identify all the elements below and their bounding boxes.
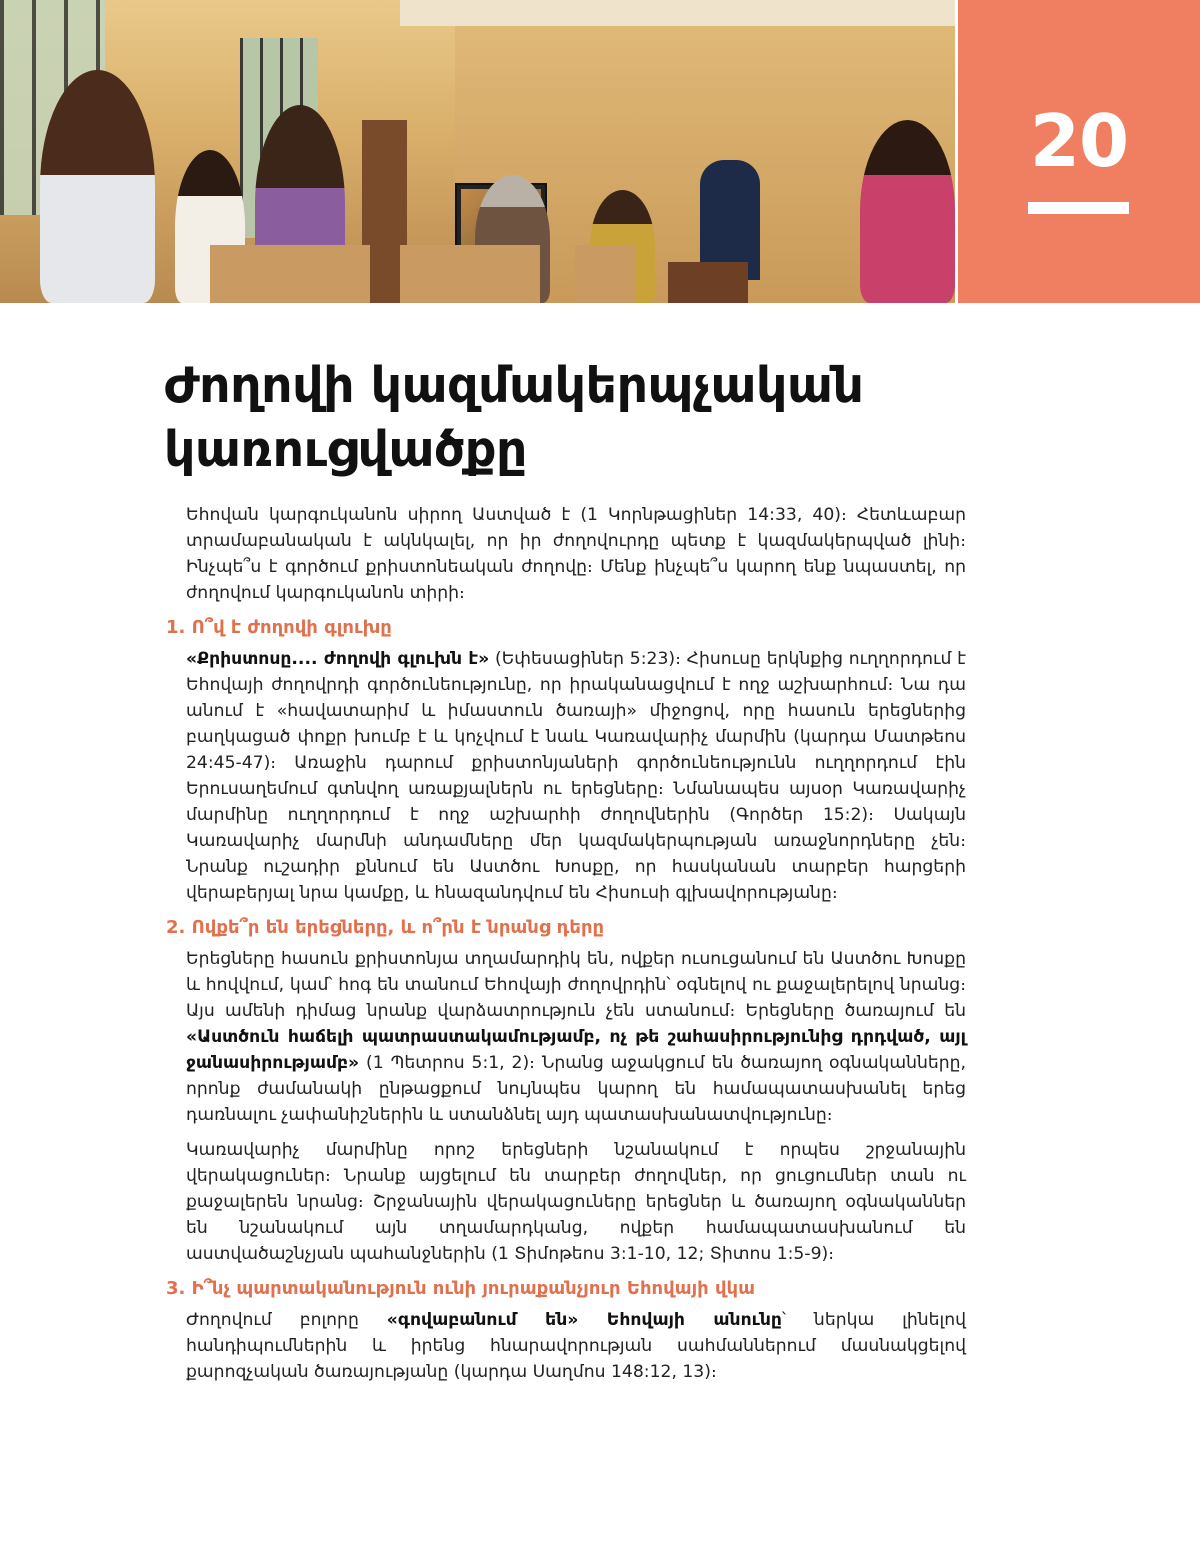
bench (575, 245, 635, 303)
paragraph-text: (1 Պետրոս 5:1, 2)։ Նրանց աջակցում են ծառայող օգնականները, որոնք ժամանակի ընթացքում նույնպես կարող են համապատասխանել երեց դառնալու չափանիշներին և ստանձնել այդ պատասխանատվությունը։ (186, 1053, 966, 1125)
chapter-number: 20 (1029, 99, 1129, 183)
section-heading-1: 1. Ո՞վ է ժողովի գլուխը (166, 617, 392, 638)
audience-figure (860, 120, 955, 303)
section-2-paragraph-2: Կառավարիչ մարմինը որոշ երեցների նշանակում է որպես շրջանային վերակացուներ։ Նրանք այցելում են տարբեր ժողովներ, որ ցուցումներ տան ու քաջալերեն նրանց։ Շրջանային վերակացուները երեցներ և ծառայող օգնականներ են նշանակում այն տղամարդկանց, ովքեր համապատասխանում են աստվածաշնչյան պահանջներին (1 Տիմոթեոս 3:1-10, 12; Տիտոս 1:5-9)։ (186, 1140, 966, 1264)
chapter-underline (1028, 202, 1129, 214)
scripture-quote: «Աստծուն հաճելի պատրաստակամությամբ, ոչ թե շահասիրությունից դրդված, այլ ջանասիրությամբ» (186, 1027, 966, 1073)
section-2-paragraph-1 (186, 946, 966, 1128)
bench (210, 245, 370, 303)
section-heading-2: 2. Ովքե՞ր են երեցները, և ո՞րն է նրանց դերը (166, 917, 605, 938)
section-1-paragraph (186, 646, 966, 906)
audience-figure (40, 70, 155, 303)
pulpit (668, 262, 748, 303)
section-3-paragraph (186, 1307, 966, 1385)
scripture-quote: «Քրիստոսը.... ժողովի գլուխն է» (186, 649, 490, 669)
paragraph-text: Երեցները հասուն քրիստոնյա տղամարդիկ են, ովքեր ուսուցանում են Աստծու Խոսքը և հովվում, կամ՝ հոգ են տանում Եհովայի ժողովրդին՝ օգնելով ու քաջալերելով նրանց։ Այս ամենի դիմաց նրանք վարձատրություն չեն ստանում։ Երեցները ծառայում են (186, 949, 966, 1021)
bench (400, 245, 540, 303)
paragraph-text: (Եփեսացիներ 5:23)։ Հիսուսը երկնքից ուղղորդում է Եհովայի ժողովրդի գործունեությունը, որ իրականացվում է ողջ աշխարհում։ Նա դա անում է «հավատարիմ և իմաստուն ծառայի» միջոցով, որը հասուն երեցներից բաղկացած փոքր խումբ է և կոչվում է նաև Կառավարիչ մարմին (կարդա Մատթեոս 24:45-47)։ Առաջին դարում քրիստոնյաների գործունեությունն ուղղորդում էին Երուսաղեմում գտնվող առաքյալներն ու երեցները։ Նմանապես այսօր Կառավարիչ մարմինը ուղղորդում է ողջ աշխարհի ժողովներին (Գործեր 15:2)։ Սակայն Կառավարիչ մարմնի անդամները մեր կազմակերպության առաջնորդները չեն։ Նրանք ուշադիր քննում են Աստծու Խոսքը, որ հասկանան տարբեր հարցերի վերաբերյալ նրա կամքը, և հնազանդվում են Հիսուսի գլխավորությանը։ (186, 649, 966, 903)
ceiling (400, 0, 955, 26)
lesson-body (166, 502, 966, 1394)
hero-photo (0, 0, 955, 303)
page-title: Ժողովի կազմակերպչական կառուցվածքը (164, 357, 864, 478)
section-heading-3: 3. Ի՞նչ պարտականություն ունի յուրաքանչյուր Եհովայի վկա (166, 1278, 755, 1299)
chapter-badge (958, 0, 1200, 303)
paragraph-text: ՝ ներկա լինելով հանդիպումներին և իրենց հնարավորության սահմաններում մասնակցելով քարոզչական ծառայությանը (կարդա Սաղմոս 148:12, 13)։ (186, 1310, 966, 1382)
paragraph-text: Ժողովում բոլորը (186, 1310, 387, 1330)
intro-paragraph: Եհովան կարգուկանոն սիրող Աստված է (1 Կորնթացիներ 14:33, 40)։ Հետևաբար տրամաբանական է ակնկալել, որ իր ժողովուրդը պետք է կազմակերպված լինի։ Ինչպե՞ս է գործում քրիստոնեական ժողովը։ Մենք ինչպե՞ս կարող ենք նպաստել, որ ժողովում կարգուկանոն տիրի։ (186, 505, 966, 603)
scripture-quote: «գովաբանում են» Եհովայի անունը (386, 1310, 782, 1330)
